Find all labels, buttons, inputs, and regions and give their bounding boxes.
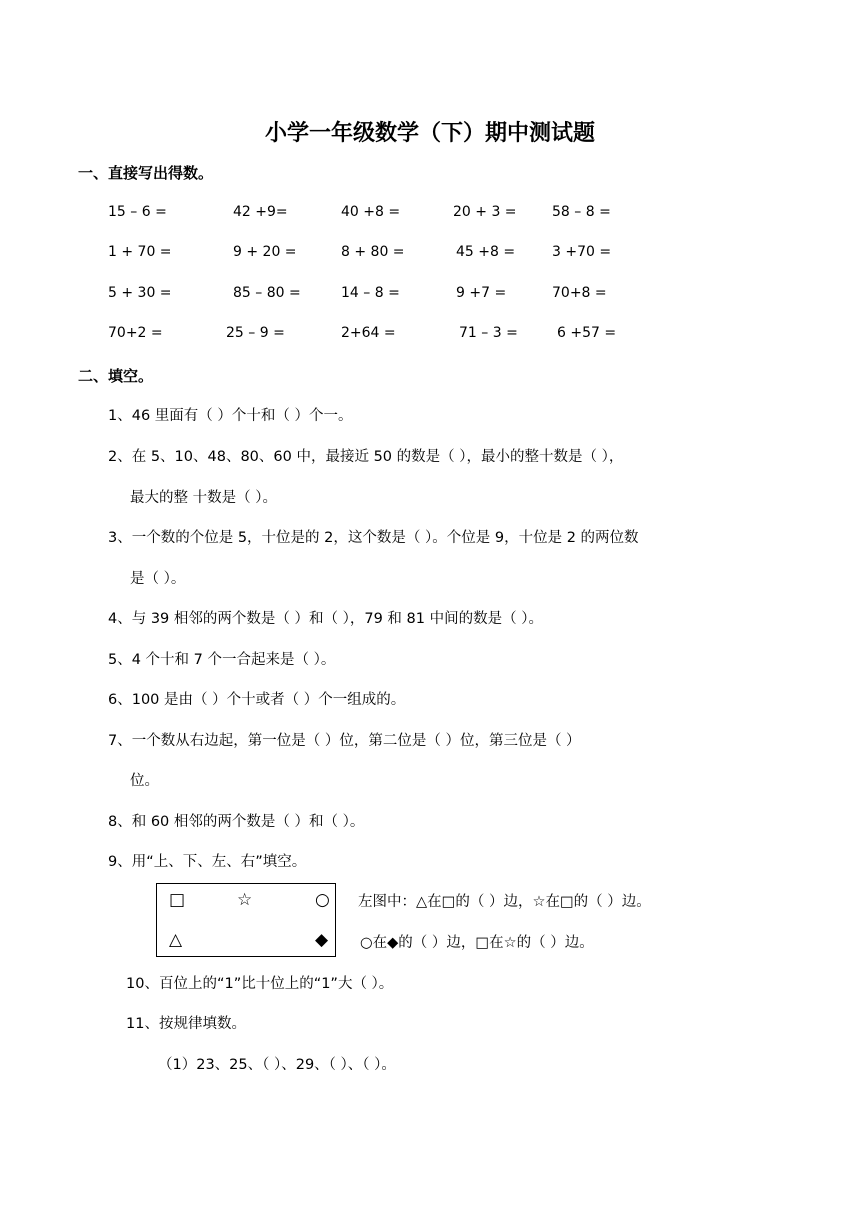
equation: 58 – 8 = [552, 204, 611, 220]
equation: 25 – 9 = [226, 325, 285, 341]
question-9-line2: ○在◆的（ ）边，□在☆的（ ）边。 [360, 935, 594, 951]
equation: 3 +70 = [552, 244, 612, 260]
equation: 20 + 3 = [453, 204, 517, 220]
section2-heading: 二、填空。 [78, 367, 154, 385]
triangle-icon: △ [169, 930, 183, 950]
equation: 70+8 = [552, 285, 607, 301]
question-3-cont: 是（ ）。 [130, 571, 186, 587]
equation: 5 + 30 = [108, 285, 172, 301]
page-title: 小学一年级数学（下）期中测试题 [264, 121, 595, 146]
equation: 8 + 80 = [341, 244, 405, 260]
question-10: 10、百位上的“1”比十位上的“1”大（ ）。 [126, 976, 394, 992]
question-6: 6、100 是由（ ）个十或者（ ）个一组成的。 [108, 692, 406, 708]
equation: 9 + 20 = [233, 244, 297, 260]
question-2: 2、在 5、10、48、80、60 中，最接近 50 的数是（ ），最小的整十数是（ ）， [108, 449, 624, 465]
equation: 14 – 8 = [341, 285, 400, 301]
question-11: 11、按规律填数。 [126, 1016, 246, 1032]
equation: 9 +7 = [456, 285, 507, 301]
question-2-cont: 最大的整 十数是（ ）。 [130, 490, 277, 506]
equation: 85 – 80 = [233, 285, 301, 301]
question-3: 3、一个数的个位是 5，十位是的 2，这个数是（ ）。个位是 9，十位是 2 的两位数 [108, 530, 639, 546]
equation: 71 – 3 = [459, 325, 518, 341]
question-4: 4、与 39 相邻的两个数是（ ）和（ ），79 和 81 中间的数是（ ）。 [108, 611, 543, 627]
circle-icon: ○ [315, 890, 330, 910]
equation: 6 +57 = [557, 325, 617, 341]
equation: 45 +8 = [456, 244, 516, 260]
question-9-line1: 左图中：△在□的（ ）边，☆在□的（ ）边。 [358, 894, 651, 910]
question-11-1: （1）23、25、（ ）、29、（ ）、（ ）。 [158, 1057, 396, 1073]
question-5: 5、4 个十和 7 个一合起来是（ ）。 [108, 652, 336, 668]
shape-grid-box [156, 883, 336, 957]
square-icon: □ [169, 890, 186, 910]
equation: 2+64 = [341, 325, 396, 341]
star-icon: ☆ [237, 890, 253, 910]
question-7: 7、一个数从右边起，第一位是（ ）位，第二位是（ ）位，第三位是（ ） [108, 733, 581, 749]
equation: 1 + 70 = [108, 244, 172, 260]
section1-heading: 一、直接写出得数。 [78, 164, 214, 182]
equation: 70+2 = [108, 325, 163, 341]
diamond-icon: ◆ [315, 930, 329, 950]
question-8: 8、和 60 相邻的两个数是（ ）和（ ）。 [108, 814, 365, 830]
question-1: 1、46 里面有（ ）个十和（ ）个一。 [108, 408, 353, 424]
question-7-cont: 位。 [130, 773, 159, 789]
equation: 42 +9= [233, 204, 288, 220]
question-9: 9、用“上、下、左、右”填空。 [108, 854, 307, 870]
equation: 15 – 6 = [108, 204, 167, 220]
equation: 40 +8 = [341, 204, 401, 220]
